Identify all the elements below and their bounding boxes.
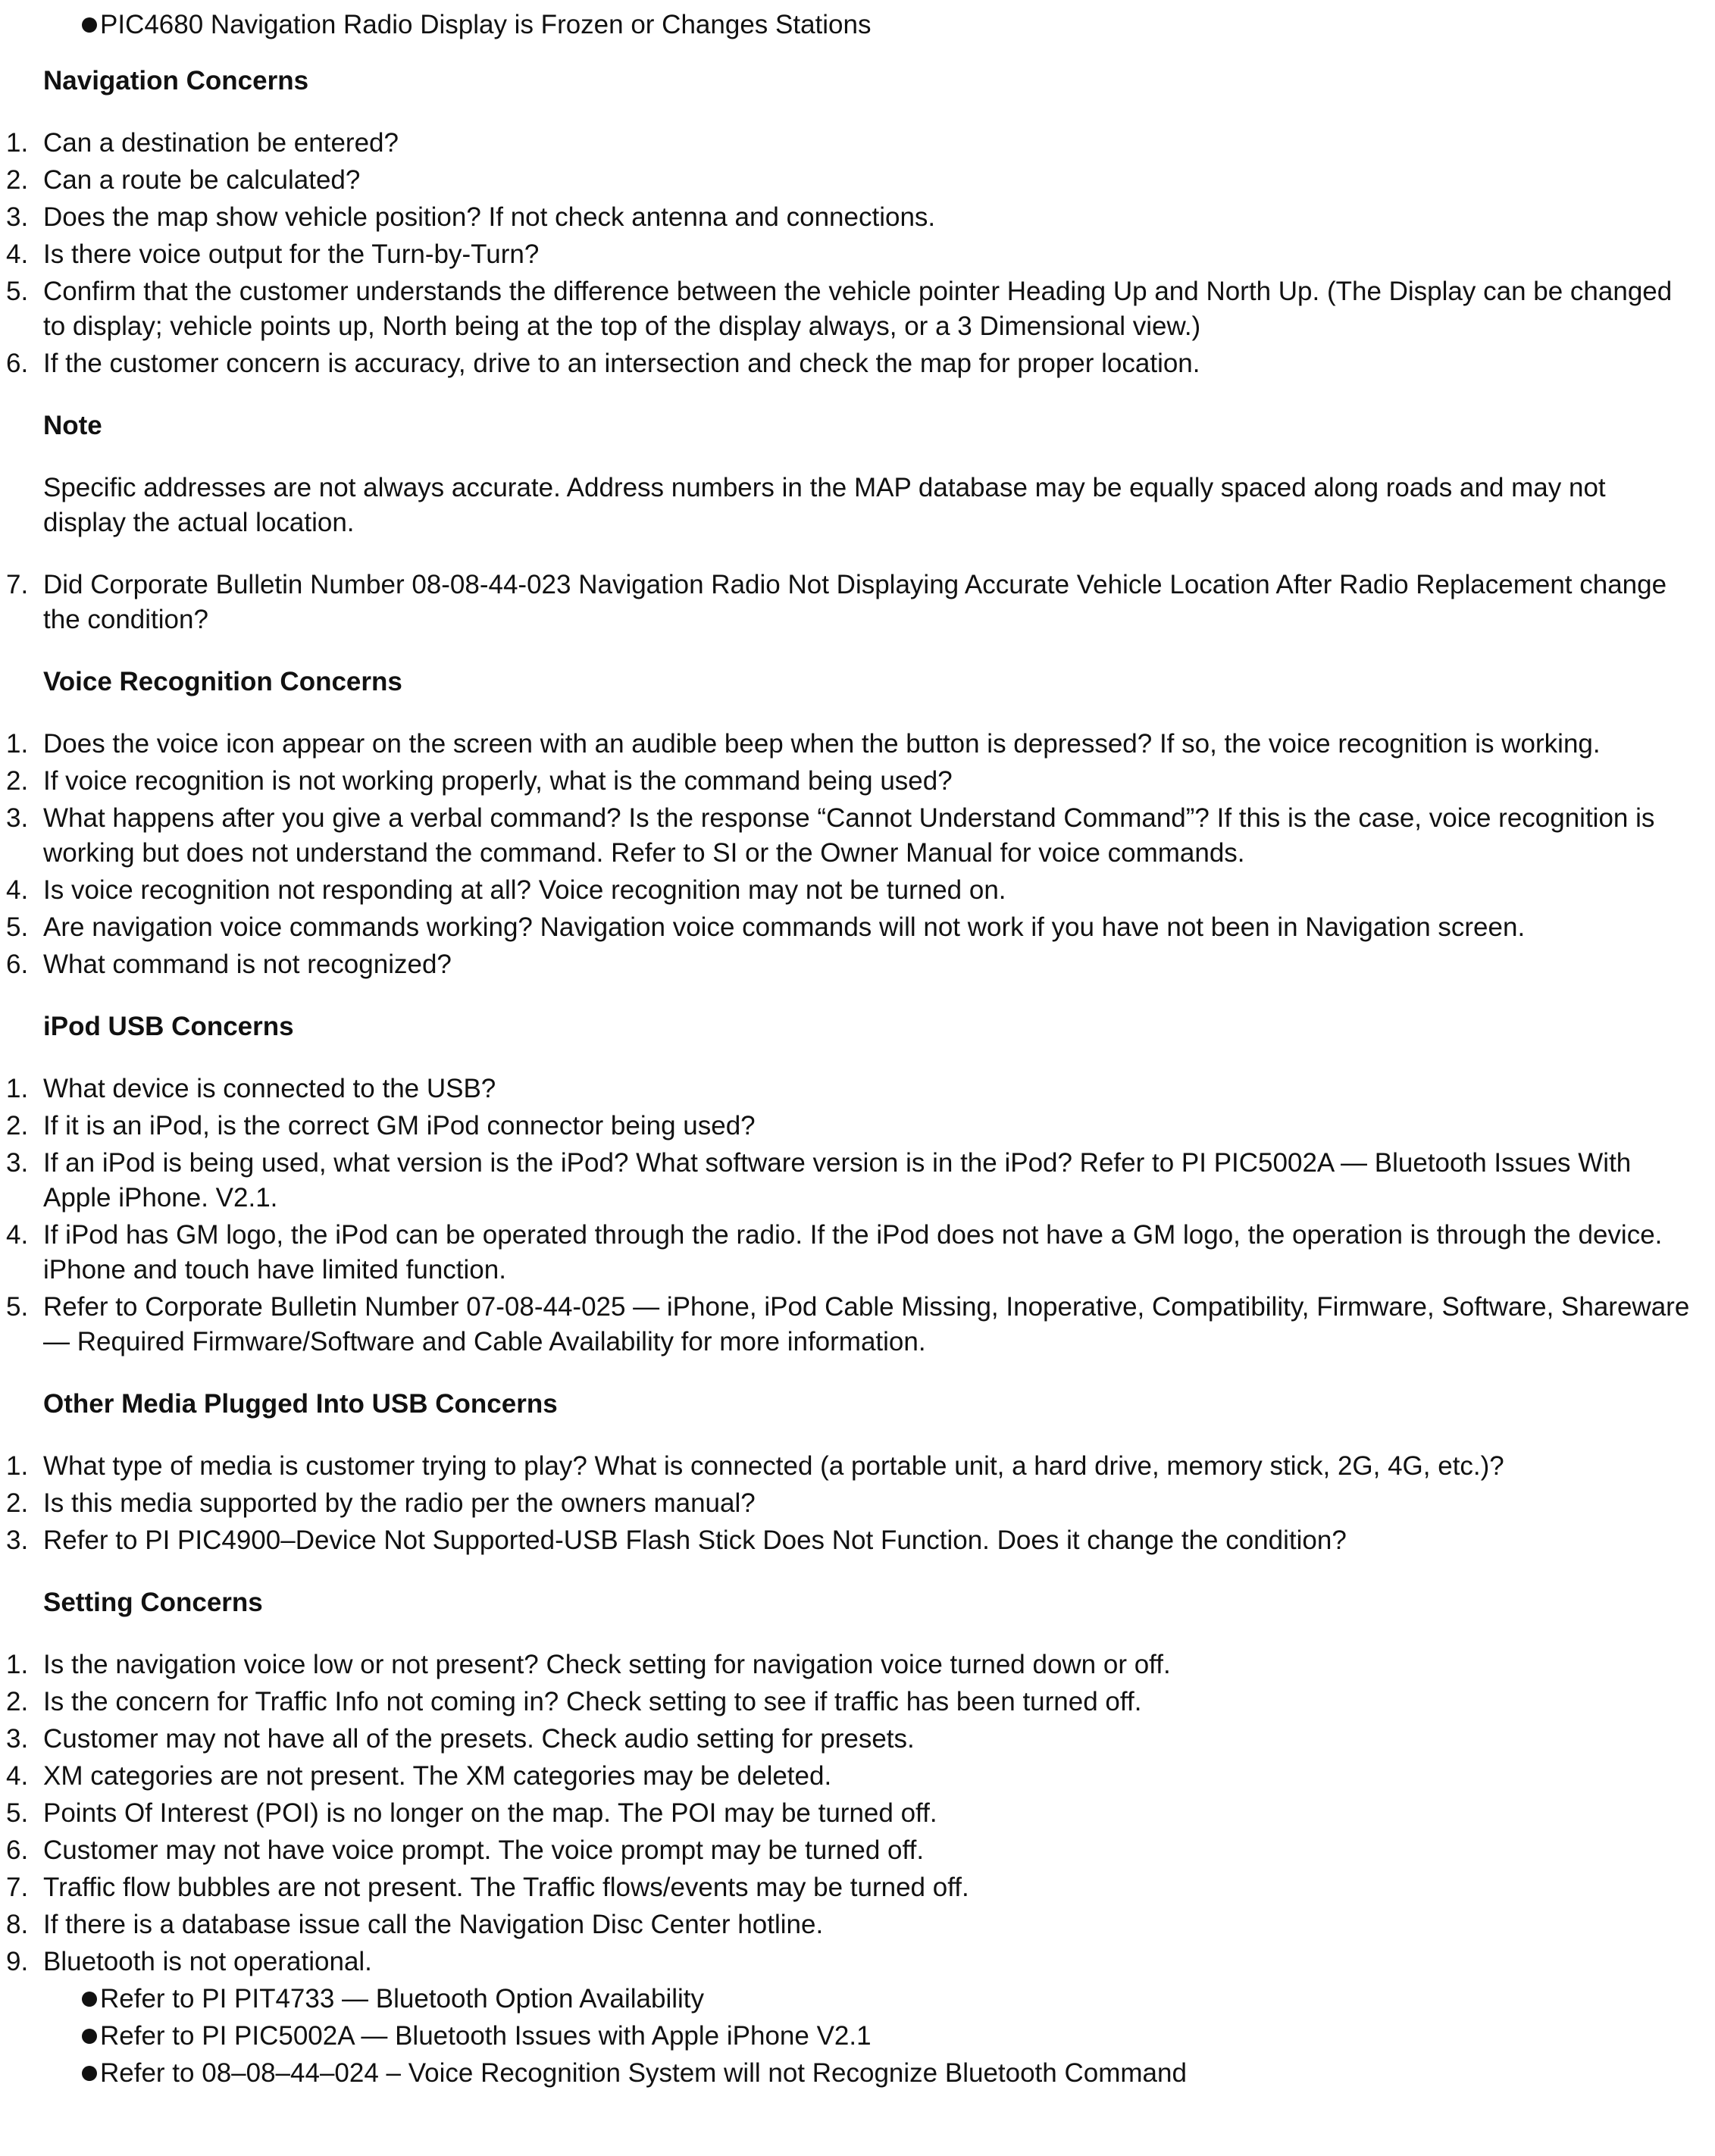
list-item: 4. Is there voice output for the Turn-by-Turn?	[6, 239, 540, 269]
bullet-icon	[82, 17, 97, 33]
bluetooth-sub-bullets	[0, 1982, 1715, 2091]
list-item: 1. What type of media is customer trying to play? What is connected (a portable unit, a hard drive, memory stick, 2G, 4G, etc.)?	[6, 1451, 1504, 1481]
ipod-list	[0, 1072, 1715, 1360]
setting-list	[0, 1648, 1715, 1979]
section-heading-navigation: Navigation Concerns	[43, 66, 309, 95]
sub-bullet-item: Refer to PI PIC5002A — Bluetooth Issues with Apple iPhone V2.1	[0, 2019, 1715, 2054]
section-heading-ipod: iPod USB Concerns	[43, 1012, 294, 1041]
list-item: 5. Points Of Interest (POI) is no longer on the map. The POI may be turned off.	[6, 1798, 937, 1828]
list-item: 6. If the customer concern is accuracy, drive to an intersection and check the map for proper location.	[6, 349, 1200, 378]
list-item: 3. Does the map show vehicle position? If not check antenna and connections.	[6, 202, 936, 232]
list-item: 4. XM categories are not present. The XM categories may be deleted.	[6, 1761, 832, 1791]
bullet-icon	[82, 2066, 97, 2081]
list-item: 4. Is voice recognition not responding at all? Voice recognition may not be turned on.	[6, 875, 1006, 905]
list-item: 3. Customer may not have all of the presets. Check audio setting for presets.	[6, 1724, 915, 1754]
list-item: 1. Is the navigation voice low or not present? Check setting for navigation voice turned down or off.	[6, 1650, 1171, 1679]
navigation-list	[0, 126, 1715, 381]
list-item: 6. Customer may not have voice prompt. The voice prompt may be turned off.	[6, 1835, 925, 1865]
list-item: 8. If there is a database issue call the Navigation Disc Center hotline.	[6, 1910, 824, 1939]
section-heading-voice: Voice Recognition Concerns	[43, 667, 402, 696]
list-item: 7. Did Corporate Bulletin Number 08-08-44-023 Navigation Radio Not Displaying Accurate Vehicle Location After Radio Replacement change the condition?	[6, 570, 1667, 634]
note-text: Specific addresses are not always accurate. Address numbers in the MAP database may be equally spaced along roads and may not display the actual location.	[43, 473, 1606, 537]
sub-bullet-item: Refer to 08–08–44–024 – Voice Recognition System will not Recognize Bluetooth Command	[0, 2056, 1715, 2091]
list-item: 4. If iPod has GM logo, the iPod can be operated through the radio. If the iPod does not have a GM logo, the operation is through the device. iPhone and touch have limited function.	[6, 1220, 1663, 1285]
sub-bullet-item: Refer to PI PIT4733 — Bluetooth Option Availability	[0, 1982, 1715, 2017]
section-heading-other-media: Other Media Plugged Into USB Concerns	[43, 1389, 558, 1419]
list-item: 9. Bluetooth is not operational.	[6, 1947, 372, 1976]
list-item: 2. If it is an iPod, is the correct GM iPod connector being used?	[6, 1111, 756, 1141]
top-bullet-item	[0, 8, 1715, 42]
list-item: 3. Refer to PI PIC4900–Device Not Supported-USB Flash Stick Does Not Function. Does it change the condition?	[6, 1525, 1347, 1555]
bullet-icon	[82, 1992, 97, 2007]
list-item: 5. Are navigation voice commands working? Navigation voice commands will not work if you have not been in Navigation screen.	[6, 912, 1526, 942]
list-item: 5. Refer to Corporate Bulletin Number 07-08-44-025 — iPhone, iPod Cable Missing, Inoperative, Compatibility, Firmware, Software, Shareware — Required Firmware/Software and Cable Availability for more information.	[6, 1292, 1690, 1356]
list-item: 7. Traffic flow bubbles are not present. The Traffic flows/events may be turned off.	[6, 1873, 969, 1902]
list-item: 3. If an iPod is being used, what version is the iPod? What software version is in the iPod? Refer to PI PIC5002A — Bluetooth Issues With Apple iPhone. V2.1.	[6, 1148, 1632, 1213]
navigation-list-continued	[0, 568, 1715, 637]
top-bullet-text: PIC4680 Navigation Radio Display is Frozen or Changes Stations	[100, 10, 872, 39]
list-item: 3. What happens after you give a verbal command? Is the response “Cannot Understand Command”? If this is the case, voice recognition is working but does not understand the command. Refer to SI or the Owner Manual for voice commands.	[6, 803, 1655, 868]
list-item: 2. Is the concern for Traffic Info not coming in? Check setting to see if traffic has been turned off.	[6, 1687, 1142, 1716]
list-item: 1. Can a destination be entered?	[6, 128, 399, 158]
other-media-list	[0, 1449, 1715, 1558]
list-item: 1. Does the voice icon appear on the screen with an audible beep when the button is depressed? If so, the voice recognition is working.	[6, 729, 1601, 759]
list-item: 2. If voice recognition is not working properly, what is the command being used?	[6, 766, 953, 796]
list-item: 2. Is this media supported by the radio per the owners manual?	[6, 1488, 756, 1518]
list-item: 1. What device is connected to the USB?	[6, 1074, 496, 1103]
note-heading: Note	[43, 411, 102, 440]
voice-list	[0, 727, 1715, 982]
list-item: 6. What command is not recognized?	[6, 950, 452, 979]
section-heading-setting: Setting Concerns	[43, 1588, 263, 1617]
list-item: 5. Confirm that the customer understands the difference between the vehicle pointer Heading Up and North Up. (The Display can be changed to display; vehicle points up, North being at the top of the display always, or a 3 Dimensional view.)	[6, 277, 1673, 341]
bullet-icon	[82, 2029, 97, 2044]
list-item: 2. Can a route be calculated?	[6, 165, 361, 195]
